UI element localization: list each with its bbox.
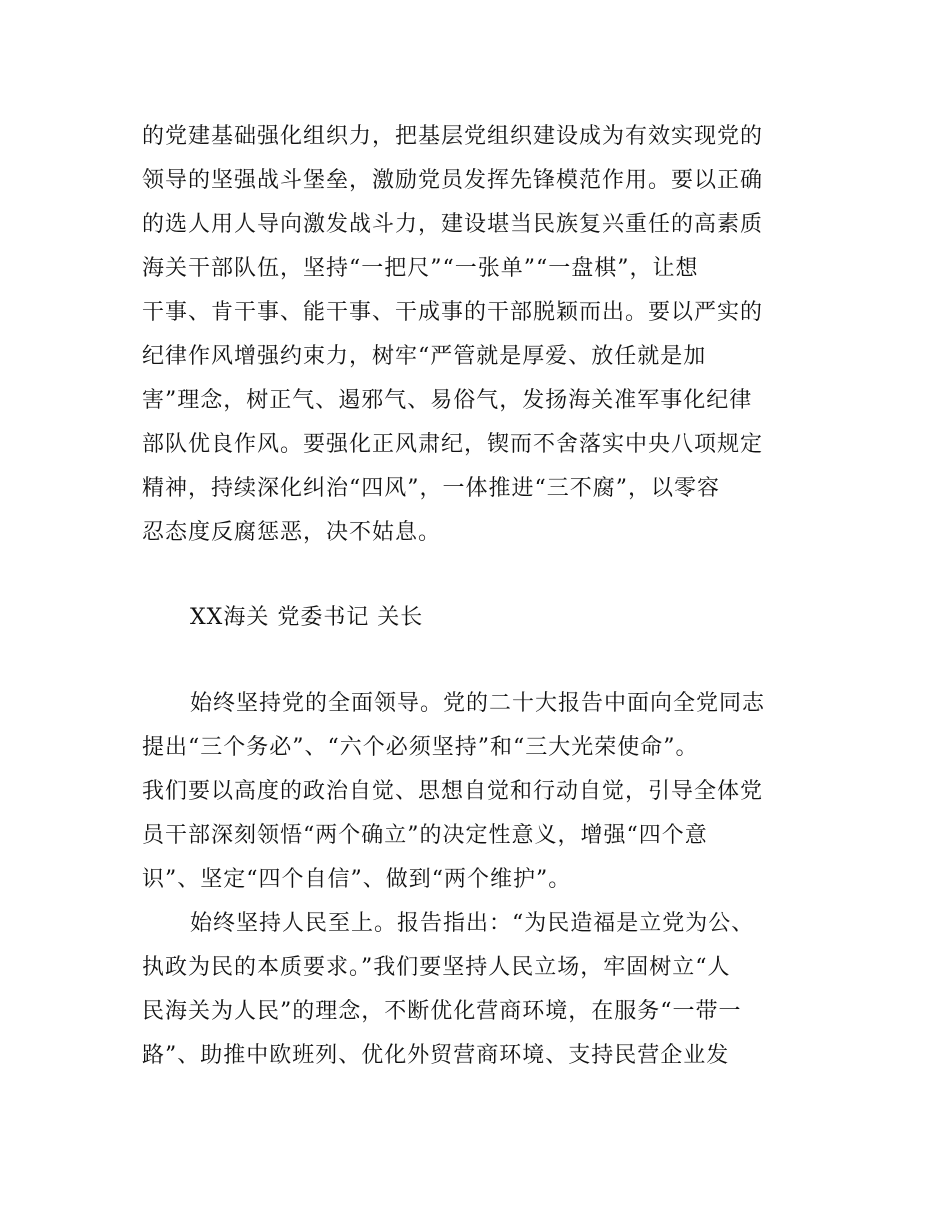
- paragraph-line: 始终坚持党的全面领导。党的二十大报告中面向全党同志: [190, 691, 766, 716]
- paragraph-line: 提出“三个务必”、“六个必须坚持”和“三大光荣使命”。: [142, 735, 699, 760]
- paragraph-line: 路”、助推中欧班列、优化外贸营商环境、支持民营企业发: [142, 1043, 730, 1068]
- paragraph-line: 执政为民的本质要求。”我们要坚持人民立场，牢固树立“人: [142, 955, 731, 980]
- paragraph-line: 民海关为人民”的理念，不断优化营商环境，在服务“一带一: [142, 999, 742, 1024]
- paragraph-line: 忍态度反腐惩恶，决不姑息。: [142, 520, 442, 545]
- author-signature: XX海关 党委书记 关长: [190, 605, 424, 630]
- paragraph-line: 干事、肯干事、能干事、干成事的干部脱颖而出。要以严实的: [142, 300, 764, 325]
- paragraph-line: 领导的坚强战斗堡垒，激励党员发挥先锋模范作用。要以正确: [142, 168, 764, 193]
- paragraph-line: 害”理念，树正气、遏邪气、易俗气，发扬海关准军事化纪律: [142, 388, 753, 413]
- paragraph-line: 始终坚持人民至上。报告指出：“为民造福是立党为公、: [190, 911, 755, 936]
- paragraph-line: 的党建基础强化组织力，把基层党组织建设成为有效实现党的: [142, 124, 764, 149]
- paragraph-line: 纪律作风增强约束力，树牢“严管就是厚爱、放任就是加: [142, 344, 707, 369]
- paragraph-line: 精神，持续深化纠治“四风”，一体推进“三不腐”，以零容: [142, 476, 720, 501]
- paragraph-line: 海关干部队伍，坚持“一把尺”“一张单”“一盘棋”，让想: [142, 256, 699, 281]
- paragraph-line: 的选人用人导向激发战斗力，建设堪当民族复兴重任的高素质: [142, 212, 764, 237]
- paragraph-line: 识”、坚定“四个自信”、做到“两个维护”。: [142, 867, 572, 892]
- paragraph-line: 员干部深刻领悟“两个确立”的决定性意义，增强“四个意: [142, 823, 708, 848]
- paragraph-line: 部队优良作风。要强化正风肃纪，锲而不舍落实中央八项规定: [142, 432, 764, 457]
- paragraph-line: 我们要以高度的政治自觉、思想自觉和行动自觉，引导全体党: [142, 779, 764, 804]
